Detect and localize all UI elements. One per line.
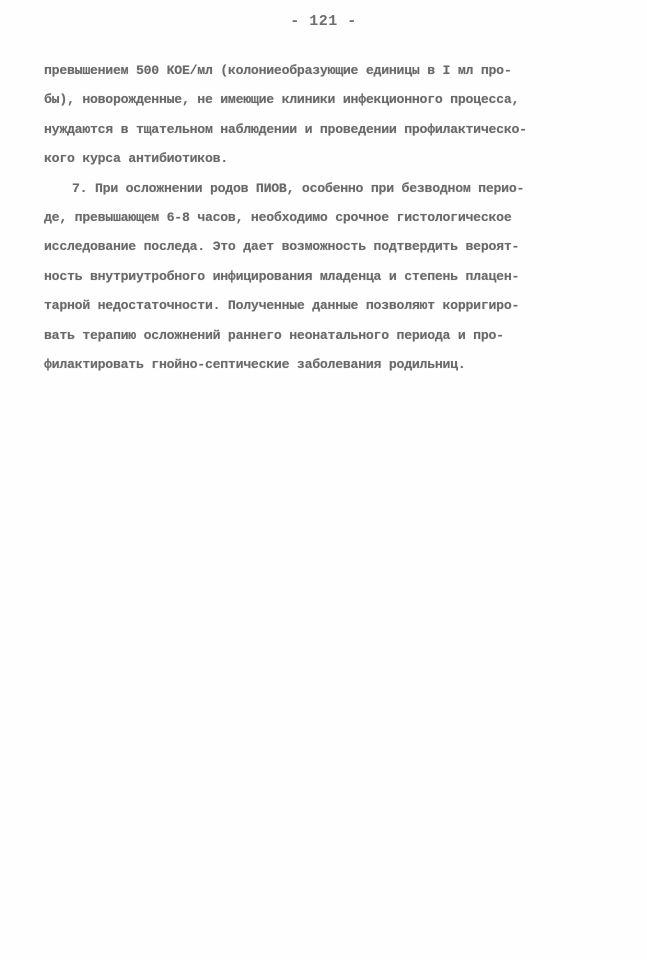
text-line: тарной недостаточности. Полученные данные позволяют корригиро-: [44, 298, 520, 314]
text-line: исследование последа. Это дает возможность подтвердить вероят-: [44, 239, 520, 255]
text-line: нуждаются в тщательном наблюдении и проведении профилактическо-: [44, 121, 527, 137]
text-line: 7. При осложнении родов ПИОВ, особенно при безводном перио-: [72, 180, 525, 196]
body-text: [44, 56, 609, 379]
text-line: филактировать гнойно-септические заболевания родильниц.: [44, 356, 466, 372]
text-line: де, превышающем 6-8 часов, необходимо срочное гистологическое: [44, 209, 512, 225]
paragraph-1: [44, 56, 609, 174]
paragraph-2: [44, 174, 609, 380]
page-number: - 121 -: [290, 13, 357, 30]
text-line: вать терапию осложнений раннего неонатального периода и про-: [44, 327, 504, 343]
text-line: превышением 500 КОЕ/мл (колониеобразующие единицы в I мл про-: [44, 63, 512, 78]
text-line: кого курса антибиотиков.: [44, 151, 228, 167]
text-line: бы), новорожденные, не имеющие клиники инфекционного процесса,: [44, 92, 520, 108]
text-line: ность внутриутробного инфицирования младенца и степень плацен-: [44, 268, 520, 284]
